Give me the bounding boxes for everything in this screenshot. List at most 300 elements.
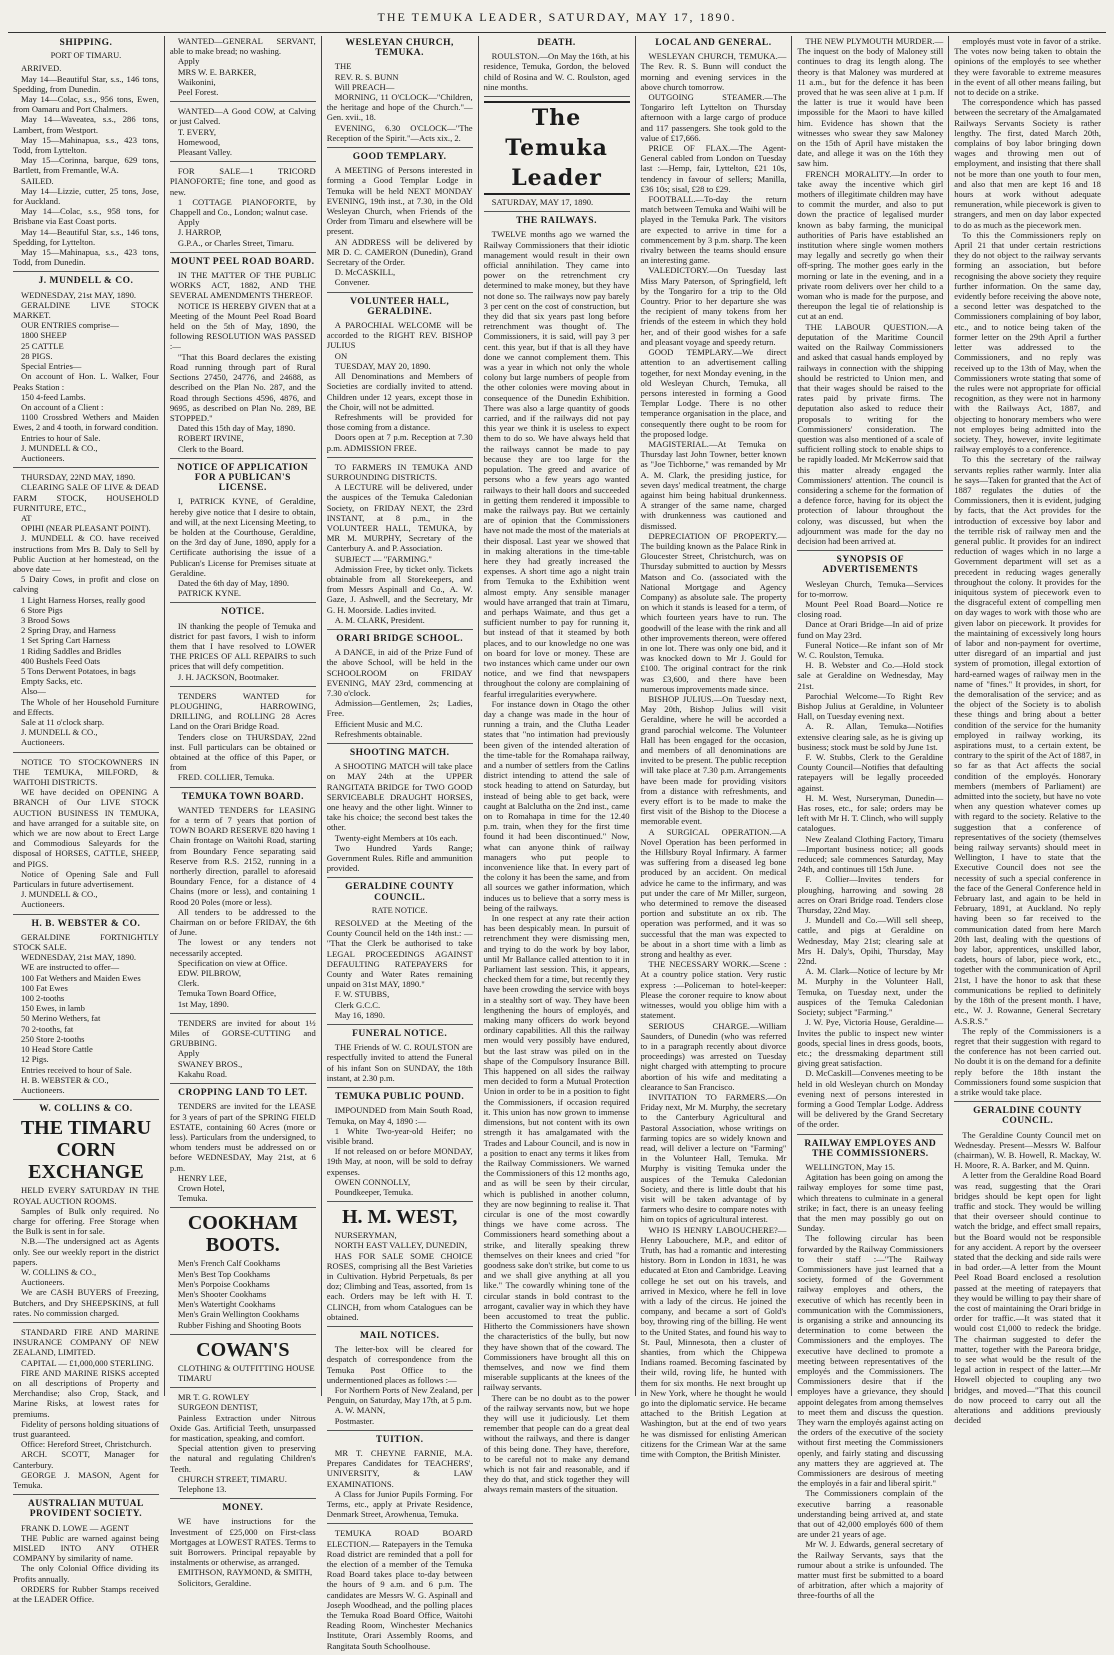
text-paragraph: GOOD TEMPLARY.—We direct attention to an advertisement calling together, for next Monday evening, in the old Wesleyan Church, Temuka, all persons interested in forming a Good Templar Lodge. There is no other temperance organisation in the place, and consequently there ought to be room for the proposed lodge.: [640, 347, 787, 439]
text-paragraph: TUESDAY, MAY 20, 1890.: [334, 360, 431, 371]
text-paragraph: H. B. Webster and Co.—Hold stock sale at Geraldine on Wednesday, May 21st.: [797, 660, 944, 691]
text-paragraph: CAPITAL — £1,000,000 STERLING.: [21, 1357, 154, 1368]
text-paragraph: Auctioneers.: [21, 899, 65, 910]
text-paragraph: D. McCASKILL,: [334, 267, 396, 278]
article-block: [954, 1106, 1101, 1429]
text-paragraph: Refreshments will be provided for those coming from a distance.: [326, 411, 473, 433]
text-paragraph: The only Colonial Office dividing its Profits annually.: [13, 1563, 159, 1584]
text-paragraph: 400 Bushels Feed Oats: [21, 655, 101, 666]
text-paragraph: Auctioneers.: [21, 1277, 65, 1288]
text-paragraph: H. M. West, Nurseryman, Dunedin—Has roses, etc., for sale; orders may be left with Mr H. T. Clinch, who will supply catalogues.: [797, 792, 944, 834]
text-paragraph: Apply: [177, 217, 200, 228]
text-paragraph: 100 Fat Wethers and Maiden Ewes: [21, 972, 141, 983]
article-heading: TUITION.: [375, 1434, 424, 1445]
text-paragraph: WANTED TENDERS for LEASING for a term of 7 years that portion of TOWN BOARD RESERVE 820 having 1 Chain frontage on Waitohi Road, starting from Boundary Fence separating said Reserve from R.S. 2152, running in a northerly direction, parallel to aforesaid Boundary Fence, for a distance of 4 Chains (more or less), and containing 1 Rood 20 Poles (more or less).: [169, 804, 316, 907]
article-block: [13, 1499, 159, 1608]
article-block: [797, 1139, 943, 1605]
article-block: [170, 607, 316, 686]
text-paragraph: CLOTHING & OUTFITTING HOUSE: [177, 1362, 315, 1373]
text-paragraph: Temuka.: [177, 1193, 208, 1204]
text-paragraph: Dance at Orari Bridge—In aid of prize fund on May 23rd.: [797, 619, 944, 640]
article-block: [484, 38, 630, 97]
newspaper-title: The Temuka Leader: [484, 101, 630, 195]
column-3: [322, 36, 479, 1651]
text-paragraph: SUBJECT — "FARMING.": [334, 553, 432, 564]
article-block: [327, 748, 473, 878]
article-heading: TEMUKA TOWN BOARD.: [181, 791, 305, 802]
text-paragraph: All Denominations and Members of Societies are cordially invited to attend. Children under 12 years, except those in the Choir, will not be admitted.: [326, 371, 473, 412]
article-block: [327, 1092, 473, 1202]
text-paragraph: N.B.—The undersigned act as Agents only. See our weekly report in the district papers.: [13, 1236, 159, 1267]
text-paragraph: May 16, 1890.: [334, 1009, 385, 1020]
column-6: [792, 36, 949, 1601]
article-heading: SYNOPSIS OF ADVERTISEMENTS: [822, 555, 919, 576]
text-paragraph: THE NECESSARY WORK.—Scene : At a country police station. Very rustic express :—Policeman to hotel-keeper: Please the coroner require to know about witnesses, would you oblige him with a statement.: [640, 959, 787, 1021]
text-paragraph: Tenders close on THURSDAY, 22nd inst. Full particulars can be obtained or obtained at the office of this Paper, or from: [169, 731, 316, 773]
text-paragraph: Clerk G.C.C.: [334, 999, 381, 1010]
text-paragraph: SURGEON DENTIST,: [177, 1402, 258, 1413]
text-paragraph: Will PREACH—: [334, 81, 395, 92]
text-paragraph: Specification on view at Office.: [177, 957, 288, 968]
text-paragraph: GERALDINE LIVE STOCK MARKET.: [13, 299, 159, 321]
text-paragraph: Waikonini,: [177, 76, 216, 87]
text-paragraph: On account of Hon. L. Walker, Four Peaks Station :: [13, 371, 159, 392]
text-paragraph: A. M. Clark—Notice of lecture by Mr M. Murphy in the Volunteer Hall, Temuka, on Tuesday next, under the auspices of the Temuka Caledonian Society; subject "Farming.": [797, 966, 944, 1018]
text-paragraph: TENDERS are invited for about 1½ Miles of GORSE-CUTTING and GRUBBING.: [169, 1017, 316, 1049]
text-paragraph: Efficient Music and M.C.: [334, 718, 423, 729]
text-paragraph: FIRE AND MARINE RISKS accepted on all descriptions of Property and Merchandise; also Crop, Stack, and Marine Risks, at lowest rates for premiums.: [13, 1367, 159, 1419]
text-paragraph: Crown Hotel,: [177, 1182, 225, 1193]
article-block: [327, 297, 473, 458]
article-block: [484, 101, 630, 212]
article-block: [170, 1088, 316, 1208]
text-paragraph: 2 Spring Dray, and Harness: [21, 625, 116, 636]
article-block: [797, 36, 943, 551]
article-block: [327, 1331, 473, 1431]
text-paragraph: Admission—Gentlemen, 2s; Ladies, Free.: [326, 698, 473, 719]
article-block: [170, 257, 316, 459]
text-paragraph: Special Entries—: [21, 361, 82, 372]
text-paragraph: 250 Store 2-tooths: [21, 1033, 85, 1044]
text-paragraph: MORNING, 11 O'CLOCK—"Children, the heritage and hope of the Church."—Gen. xvii., 18.: [326, 92, 473, 123]
text-paragraph: A MEETING of Persons interested in forming a Good Templar Lodge in Temuka will be held NEXT MONDAY EVENING, 19th inst., at 7.30, in the Old Wesleyan Church, when Friends of the Order from Timaru and elsewhere will be present.: [326, 165, 473, 237]
text-paragraph: STANDARD FIRE AND MARINE INSURANCE COMPANY OF NEW ZEALAND, LIMITED.: [13, 1326, 159, 1358]
article-block: [170, 1503, 316, 1592]
text-paragraph: OUR ENTRIES comprise—: [21, 320, 119, 331]
text-paragraph: SERIOUS CHARGE.—William Saunders, of Dunedin (who was referred to in a paragraph recently about divorce proceedings) was arrested on Tuesday night charged with attempting to procure abortion of his wife and meditating a clearance to San Francisco.: [640, 1020, 787, 1092]
article-block: [797, 555, 943, 1134]
article-heading: NOTICE OF APPLICATION FOR A PUBLICAN'S LICENSE.: [177, 462, 309, 494]
text-paragraph: 28 PIGS.: [21, 350, 53, 361]
text-paragraph: 100 Fat Ewes: [21, 982, 68, 993]
text-paragraph: 1100 Crossbred Wethers and Maiden Ewes, 2 and 4 tooth, in forward condition.: [13, 412, 159, 433]
text-paragraph: MAGISTERIAL.—At Temuka on Thursday last John Towner, better known as "Joe Tichborne," was remanded by Mr A. M. Clark, the presiding justice, for seven days' medical treatment, the charge against him being habitual drunkenness. A stranger of the same name, charged with drunkenness was cautioned and dismissed.: [640, 438, 787, 531]
text-paragraph: Doors open at 7 p.m. Reception at 7.30 p.m. ADMISSION FREE.: [326, 432, 473, 453]
text-paragraph: 50 Merino Wethers, fat: [21, 1013, 101, 1024]
text-paragraph: The correspondence which has passed between the secretary of the Amalgamated Railways Servants Society is rather lengthy. The first, dated March 20th, complains of boy labor bringing down wages and throwing men out of employment, and insisting that there shall not be more than one youth to four men, and also that men are kept 16 and 18 hours at work without adequate remuneration, while piecework is given to strangers, and men on day labor expected to do as much as the piecework men.: [954, 97, 1101, 230]
article-heading: CROPPING LAND TO LET.: [178, 1088, 308, 1099]
text-paragraph: May 14—Waveatea, s.s., 286 tons, Lambert, from Westport.: [13, 114, 159, 135]
text-paragraph: Mount Peel Road Board—Notice re closing road.: [797, 598, 944, 620]
text-paragraph: Clerk.: [177, 978, 200, 989]
text-paragraph: The letter-box will be cleared for despatch of correspondence from the Temuka Post Office to the undermentioned places as follows :—: [326, 1344, 473, 1385]
text-paragraph: REV. R. S. BUNN: [334, 71, 399, 82]
text-paragraph: SWANEY BROS.,: [177, 1058, 243, 1069]
article-block: [170, 792, 316, 1014]
article-block: [327, 882, 473, 1025]
display-heading: COOKHAM BOOTS.: [187, 1212, 298, 1257]
text-paragraph: IMPOUNDED from Main South Road, Temuka, on May 4, 1890 :—: [326, 1105, 473, 1126]
text-paragraph: To this the Commissioners reply on April 21 that under certain restrictions they do not object to the railway servants forming an association, but before recognising the above society they require further information. On the same day, evidently before receiving the above note, a second letter was despatched to the Commissioners complaining of boy labor, etc., and to notice being taken of the former letter on the 29th April a further letter was addressed to the Commissioners, and no reply was received up to the 13th of May, when the Commissioners wrote stating that some of the rules were not appropriate for official recognition, as they were not in harmony with the Railways Act, 1887, and objecting to honorary members who were not employes being admitted into the society. They, however, invite legitimate railway employés to a conference.: [954, 229, 1101, 455]
text-paragraph: J. W. Pye, Victoria House, Geraldine—Invites the public to inspect new winter goods, special lines in dress goods, boots, etc.; the dressmaking department still giving great satisfaction.: [797, 1017, 944, 1069]
display-heading: COWAN'S: [196, 1338, 290, 1361]
text-paragraph: CHURCH STREET, TIMARU.: [177, 1473, 287, 1484]
text-paragraph: Men's Porpoise Cookhams: [177, 1278, 270, 1289]
article-heading: FUNERAL NOTICE.: [352, 1029, 448, 1040]
text-paragraph: employés must vote in favor of a strike. The votes now being taken to obtain the opinions of the employés to see whether they were favorable to extreme measures in the event of all other means failing, but not to decide on a strike.: [954, 36, 1101, 98]
text-paragraph: 1st May, 1890.: [177, 998, 229, 1009]
text-paragraph: FOR SALE—1 TRICORD PIANOFORTE; fine tone, and good as new.: [169, 166, 316, 197]
text-paragraph: WANTED—GENERAL SERVANT, able to make bread; no washing.: [169, 36, 316, 57]
text-paragraph: ARCH. SCOTT, Manager for Canterbury.: [13, 1449, 159, 1470]
text-paragraph: IN thanking the people of Temuka and district for past favors, I wish to inform them that I have resolved to LOWER THE PRICES OF ALL REPAIRS to such prices that will defy competition.: [169, 620, 316, 672]
text-paragraph: ON: [334, 350, 348, 361]
text-paragraph: For instance down in Otago the other day a change was made in the hour of running a train, and the Clutha Leader states that "no intimation had previously been given of the intended alteration of the time-table for the Romahapa railway, and a number of settlers from the Catlins district intending to attend the sale of stock heading to attend on Saturday, but instead of being able to get back, were caught at Balclutha on the 2nd inst., came on to Romahapa in time for the 12.40 p.m. train, when they for the first time found it had been discontinued." Now, what can anyone think of railway managers who put people to inconvenience like that. In every part of the colony it has been the same, and from all sources we gather information, which induces us to believe that a sorry mess is being of the railways.: [483, 698, 630, 913]
text-paragraph: 1 COTTAGE PIANOFORTE, by Chappell and Co., London; walnut case.: [169, 196, 316, 218]
article-heading: H. B. WEBSTER & CO.: [31, 918, 141, 929]
text-paragraph: Poundkeeper, Temuka.: [334, 1186, 414, 1197]
text-paragraph: Also—: [21, 686, 46, 697]
article-block: [170, 691, 316, 788]
text-paragraph: May 15—Corinna, barque, 629 tons, Bartlett, from Fremantle, W.A.: [13, 155, 159, 176]
text-paragraph: 6 Store Pigs: [21, 604, 63, 615]
text-paragraph: WHO IS HENRY LABOUCHERE?—Henry Labouchere, M.P., and editor of Truth, has had a romantic and interesting history. Born in London in 1831, he was educated at Eton and Cambridge. Leaving college he set out on his travels, and arrived in Mexico, where he fell in love with a lady of the circus. He joined the company, and became a sort of Gold's boy, throwing ring of the billing. He went to the United States, and found his way to St. Paul, Minnesota, then a cluster of shanties, from which the Chippewa Indians roamed. Becoming fascinated by their wild, roving life, he hunted with them for six months. He next brought up in New York, where he thought he would go into the diplomatic service. He became attached to the British Legation at Washington, but at the end of two years he was dismissed for enlisting American citizens for the Crimean War at the same time with Compton, the British Minister.: [640, 1224, 787, 1460]
text-paragraph: ROULSTON.—On May the 16th, at his residence, Temuka, Gordon, the beloved child of Rosina and W. C. Roulston, aged nine months.: [483, 51, 630, 92]
text-paragraph: PRICE OF FLAX.—The Agent-General cabled from London on Tuesday last :—Hemp, fair, Lyttelton, £21 10s, tendency in favour of sellers; Manilla, £36 10s; sisal, £28 to £29.: [640, 143, 787, 194]
text-paragraph: 5 Tons Derwent Potatoes, in bags: [21, 665, 136, 676]
text-paragraph: EDW. PILBROW,: [177, 968, 241, 979]
text-paragraph: J. HARROP,: [177, 227, 222, 238]
text-paragraph: Empty Sacks, etc.: [21, 676, 83, 687]
text-paragraph: THURSDAY, 22ND MAY, 1890.: [21, 472, 136, 483]
text-paragraph: TENDERS WANTED for PLOUGHING, HARROWING, DRILLING, and ROLLING 28 Acres Land on the Orari Bridge Road.: [169, 690, 316, 732]
text-paragraph: THE Public are warned against being MISLED INTO ANY OTHER COMPANY by similarity of name.: [13, 1532, 159, 1564]
text-paragraph: WEDNESDAY, 21st MAY, 1890.: [21, 289, 137, 300]
text-paragraph: Telephone 13.: [177, 1483, 227, 1494]
text-paragraph: WANTED—A Good COW, at Calving or just Calved.: [169, 106, 316, 127]
text-paragraph: Fidelity of persons holding situations of trust guaranteed.: [13, 1418, 159, 1439]
article-heading: NOTICE.: [221, 607, 265, 618]
text-paragraph: TIMARU: [177, 1372, 212, 1383]
text-paragraph: MR T. G. ROWLEY: [177, 1392, 250, 1403]
text-paragraph: A Class for Junior Pupils Forming. For Terms, etc., apply at Private Residence, Denmark Street, Arowhenua, Temuka.: [326, 1488, 473, 1520]
text-paragraph: THE: [334, 61, 352, 72]
text-paragraph: J. MUNDELL & CO.,: [21, 889, 98, 900]
text-paragraph: Painless Extraction under Nitrous Oxide Gas. Artificial Teeth, unsurpassed for mastication, speaking, and comfort.: [169, 1412, 316, 1443]
text-paragraph: WELLINGTON, May 15.: [805, 1161, 895, 1172]
text-paragraph: Samples of Bulk only required. No charge for offering. Free Storage when the Bulk is sent in for sale.: [13, 1205, 159, 1237]
text-paragraph: MRS W. E. BARKER,: [177, 66, 257, 77]
text-paragraph: CLEARING SALE OF LIVE & DEAD FARM STOCK, HOUSEHOLD FURNITURE, ETC.,: [13, 482, 159, 513]
text-paragraph: 1 Set Spring Cart Harness: [21, 635, 111, 646]
article-heading: W. COLLINS & CO.: [39, 1104, 133, 1115]
text-paragraph: H. B. WEBSTER & CO.,: [21, 1074, 109, 1085]
masthead-rule: [8, 32, 1106, 33]
text-paragraph: Peel Forest.: [177, 87, 219, 98]
article-heading: DEATH.: [537, 38, 576, 48]
article-block: [13, 757, 159, 915]
article-block: [954, 36, 1101, 1102]
text-paragraph: Admission Free, by ticket only. Tickets obtainable from all Storekeepers, and from Messrs Aspinall and Co., A. W. Gaze, J. Ashwell, and the Secretary, Mr G. H. Moorside. Ladies invited.: [326, 563, 473, 615]
text-paragraph: TWELVE months ago we warned the Railway Commissioners that their idiotic management would result in their own official annihilation. They came into power on the retrenchment cry determined to make money, but they have not done so. The railways now pay barely 3 per cent on the cost of construction, but they did that six years past long before retrenchment was thought of. The Commissioners, it is said, will pay 3 per cent. this year, but if that is all they have done we cannot complement them. This was a year in which not only the whole colony but large numbers of people from the other colonies were moving about in consequence of the Dunedin Exhibition. There was also a large quantity of goods carried, and if the railways did not pay this year we think it is useless to expect them to do so. We have always held that the railways cannot be made to pay because they are too large for the population. The greed and avarice of persons who a few years ago wanted railways to their hall doors and succeeded in getting them rendered it impossible to make the railways pay. But we certainly are of opinion that the Commissioners have not made the most of the materials at their disposal. Last year we showed that in making alterations in the time-table here they had greatly increased the expenses. A short time ago a night train from Temuka to the Exhibition went almost empty. Any sensible manager would have arranged that train at Timaru, and perhaps Waimate, and thus get a sufficient number to pay for running it, but instead of that it steamed by both places, and to our knowledge no one was on board for love or money. These are two instances which came under our own notice, and we find that newspapers throughout the colony are complaining of fearful irregularities everywhere.: [483, 229, 630, 699]
text-paragraph: Special attention given to preserving the natural and regulating Children's Teeth.: [169, 1443, 316, 1474]
text-paragraph: WE have instructions for the Investment of £25,000 on First-class Mortgages at LOWEST RATES. Terms to suit Borrowers. Principal repayable by instalments or otherwise, as arranged.: [169, 1516, 316, 1568]
article-subheading: RATE NOTICE.: [371, 905, 428, 915]
text-paragraph: On account of a Client :: [21, 401, 104, 412]
text-paragraph: Two Hundred Yards Range; Government Rules. Rifle and ammunition provided.: [326, 842, 473, 874]
text-paragraph: All tenders to be addressed to the Chairman on or before FRIDAY, the 6th of June.: [169, 906, 316, 938]
text-paragraph: Men's Grain Wellington Cookhams: [177, 1309, 300, 1320]
text-paragraph: "That this Board declares the existing Road running through part of Rural Sections 27450, 24776, and 24688, as described on the Plan No. 287, and the Road through Sections 4596, 4876, and 9695, as described on Plan No. 289, BE STOPPED.": [169, 351, 316, 423]
article-heading: THE RAILWAYS.: [516, 216, 597, 227]
article-block: [170, 106, 316, 162]
text-paragraph: Twenty-eight Members at 10s each.: [334, 832, 458, 843]
article-block: [327, 152, 473, 293]
text-paragraph: A. R. Allan, Temuka—Notifies extensive clearing sale, as he is giving up business; stock must be sold by June 1st.: [797, 721, 944, 752]
article-block: [170, 1392, 316, 1499]
text-paragraph: Wesleyan Church, Temuka—Services for to-morrow.: [797, 578, 944, 599]
text-paragraph: The reply of the Commissioners is a regret that their suggestion with regard to the conference has not been carried out. No doubt it is on the demand for a definite reply before the 18th instant the Commissioners found some suspicion that a strike would take place.: [954, 1025, 1101, 1097]
article-block: [327, 1206, 473, 1327]
text-paragraph: FOOTBALL.—To-day the return match between Temuka and Waihi will be played in the Temuka Park. The visitors are expected to arrive in time for a commencement by 3 p.m. sharp. The keen rivalry between the teams should ensure an interesting game.: [640, 194, 787, 266]
article-block: [13, 472, 159, 752]
column-1: [8, 36, 165, 1605]
text-paragraph: ARRIVED.: [21, 63, 62, 74]
text-paragraph: The Commissioners complain of the executive barring a reasonable understanding being arrived at, and state that out of 42,000 employés 600 of them are under 21 years of age.: [797, 1488, 944, 1540]
article-heading: VOLUNTEER HALL, GERALDINE.: [350, 296, 450, 317]
text-paragraph: TENDERS are invited for the LEASE for 3 years of part of the SPRING FIELD ESTATE, containing 60 Acres (more or less). Particulars from the undersigned, to whom tenders must be addressed on or before WEDNESDAY, May 21st, at 6 p.m.: [169, 1101, 316, 1173]
text-paragraph: 150 4-feed Lambs.: [21, 391, 86, 402]
text-paragraph: Auctioneers.: [21, 452, 65, 463]
text-paragraph: J. MUNDELL & CO.,: [21, 727, 98, 738]
text-paragraph: 100 2-tooths: [21, 993, 65, 1004]
text-paragraph: The Whole of her Household Furniture and Effects.: [13, 696, 159, 717]
text-paragraph: J. MUNDELL & CO. have received instructions from Mrs B. Daly to Sell by Public Auction at her homestead, on the above date —: [13, 533, 159, 574]
text-paragraph: GERALDINE FORTNIGHTLY STOCK SALE.: [13, 931, 159, 953]
text-paragraph: OPIHI (NEAR PLEASANT POINT).: [21, 523, 151, 534]
text-paragraph: Men's Shooter Cookhams: [177, 1288, 267, 1299]
text-paragraph: May 14—Colac, s.s., 956 tons, Ewen, from Oamaru and Port Chalmers.: [13, 94, 159, 115]
text-paragraph: Entries received to hour of Sale.: [21, 1064, 132, 1075]
article-heading: J. MUNDELL & CO.: [38, 276, 134, 287]
text-paragraph: The lowest or any tenders not necessarily accepted.: [169, 937, 316, 958]
text-paragraph: 1 White Two-year-old Heifer; no visible brand.: [326, 1125, 473, 1146]
text-paragraph: Sale at 11 o'clock sharp.: [21, 717, 105, 727]
text-paragraph: To this the secretary of the railway servants replies rather warmly. Inter alia he says—Taken for granted that the Act of 1887 regulates the duties of the Commissioners, then it is evident, judging by facts, that the Act provides for the introduction of excessive boy labor and the terrible risk of railway men and the general public. It provides for an indirect reduction of wages which in no large a Government department will set as a precedent in reducing wages generally throughout the colony. It provides for the iniquitous system of piecework even to the disgraceful extent of compelling men on day wages to work with those who are given labor on piecework. It provides for the maintaining of excessively long hours of labor and non-payment for overtime, utter disregard of an impartial and just system of promotion, illegal extortion of hard-earned wages of railway men in the name of "fines." It provides, in short, for the demoralisation of the service; and as the object of the Society is to abolish these things and bring about a better condition of the service for the humanity employed in railway working, its aspirations must, to a certain extent, be contrary to the spirit of the Act of 1887, in so far as that Act affects the social condition of the employés. Honorary members (members of Parliament) are admitted into the society, but have no vote when any question whatever comes up with regard to the society. Relative to the suggestion that a conference of representatives of the society (themselves being railway servants) should meet in Wellington, I have to state that the Executive Council does not see the necessity of such a special conference in the face of the General Conference held in February last, and again to be held in February, 1891, at Auckland. No reply having been so far received to the communication dated from here March 20th last, dealing with the questions of boy labor, apprentices, unskilled labor, cadets, hours of labor, piece work, etc., together with the communication of April 21st, I have the honor to ask that these communications be replied to definitely by the 18th of the present month. I have, etc., W. J. Rowanne, General Secretary A.S.R.S.": [954, 454, 1101, 1026]
text-paragraph: Solicitors, Geraldine.: [177, 1577, 252, 1588]
text-paragraph: Mr W. J. Edwards, general secretary of the Railway Servants, says that the rumour about a strike is unfounded. The matter must first be submitted to a board of arbitration, after which a majority of three-fourths of all the: [797, 1539, 944, 1601]
text-paragraph: May 15—Mahinapua, s.s., 423 tons, Todd, from Lyttelton.: [13, 134, 159, 156]
text-paragraph: TEMUKA ROAD BOARD ELECTION.— Ratepayers in the Temuka Road district are reminded that a poll for the election of a member of the Temuka Road Board takes place to-day between the hours of 9 a.m. and 6 p.m. The candidates are Messrs W. G. Aspinall and Joseph Woodhead, and the polling places the Temuka Road Board Office, Waitohi Reading Room, Winchester Mechanics Institute, Orari Assembly Rooms, and Rangitata South Schoolhouse.: [326, 1528, 473, 1651]
article-subheading: PORT OF TIMARU.: [50, 51, 122, 61]
article-heading: MAIL NOTICES.: [360, 1330, 440, 1341]
text-paragraph: 150 Ewes, in lamb: [21, 1003, 85, 1014]
article-block: [170, 1018, 316, 1084]
text-paragraph: THE Friends of W. C. ROULSTON are respectfully invited to attend the Funeral of his infant Son on SUNDAY, the 18th instant, at 2.30 p.m.: [326, 1042, 473, 1083]
column-7: [949, 36, 1106, 1426]
text-paragraph: THE LABOUR QUESTION.—A deputation of the Maritime Council waited on the Railway Commissioners and asked that casual hands employed by railways in connection with the shipping should be restricted to Union men, and that their wages should be raised to the rates paid by private firms. The deputation also asked to reduce their proposals to writing for the Commissioners' consideration. The question was also mentioned of a scale of sufficient rolling stock to enable ships to be rapidly loaded. Mr McKerrow said that this matter already engaged the Commissioners' attention. The council is considering a scheme for the formation of a defence force, having for its object the protection of labour throughout the colony, was discussed, but when the adjournment was made for the day no decision had been arrived at.: [797, 321, 944, 546]
text-paragraph: 3 Brood Sows: [21, 614, 70, 625]
text-paragraph: GEORGE J. MASON, Agent for Temuka.: [13, 1469, 159, 1490]
text-paragraph: HELD EVERY SATURDAY IN THE ROYAL AUCTION ROOMS.: [13, 1185, 159, 1206]
text-paragraph: Funeral Notice—Re infant son of Mr W. C. Roulston, Temuka.: [797, 639, 944, 660]
text-paragraph: D. McCaskill—Convenes meeting to be held in old Wesleyan church on Monday evening next of persons interested in forming a Good Templar Lodge. Address will be delivered by the Grand Secretary of the order.: [797, 1068, 944, 1130]
text-paragraph: WEDNESDAY, 21st MAY, 1890.: [21, 952, 137, 963]
display-heading: THE TIMARU CORN EXCHANGE: [20, 1117, 152, 1184]
article-block: [170, 1339, 316, 1388]
article-block: [13, 276, 159, 468]
article-block: [327, 462, 473, 630]
text-paragraph: DEPRECIATION OF PROPERTY.—The building known as the Palace Rink in Gloucester Street, Christchurch, was on Thursday submitted to auction by Messrs Matson and Co. (associated with the National Mortgage and Agency Company) as absolute sale. The property on which it stands is leased for a term, of which fourteen years have to run. The goodwill of the lease with the rink and all other improvements thereon, were offered in one lot. There was only one bid, and it was knocked down to Mr J. Gould for £100. The original contract for the rink was £3,600, and there have been numerous improvements made since.: [640, 530, 787, 694]
text-paragraph: Pleasant Valley.: [177, 147, 233, 158]
text-paragraph: 70 2-tooths, fat: [21, 1023, 74, 1034]
text-paragraph: If not released on or before MONDAY, 19th May, at noon, will be sold to defray expenses.: [326, 1146, 473, 1177]
text-paragraph: NORTH EAST VALLEY, DUNEDIN,: [334, 1240, 468, 1251]
text-paragraph: 12 Pigs.: [21, 1054, 49, 1065]
text-paragraph: RESOLVED at the Meeting of the County Council held on the 14th inst.: — "That the Clerk be authorised to take LEGAL PROCEEDINGS AGAINST DEFAULTING RATEPAYERS for County and Water Rates remaining unpaid on 31st MAY, 1890.": [326, 918, 473, 990]
text-paragraph: 1 Riding Saddles and Bridles: [21, 645, 122, 656]
text-paragraph: HAS FOR SALE SOME CHOICE ROSES, comprising all the Best Varieties in Cultivation. Hybrid Perpetuals, 8s per doz; Climbing and Teas, assorted, from 1s each. Orders may be left with H. T. CLINCH, from whom Catalogues can be obtained.: [326, 1250, 473, 1322]
text-paragraph: IN THE MATTER OF THE PUBLIC WORKS ACT, 1882, AND THE SEVERAL AMENDMENTS THEREOF.: [169, 270, 316, 301]
text-paragraph: J. MUNDELL & CO.,: [21, 442, 98, 453]
text-paragraph: PATRICK KYNE.: [177, 588, 242, 599]
columns-container: [8, 36, 1106, 1651]
article-block: [327, 38, 473, 148]
text-paragraph: J. Mundell and Co.—Will sell sheep, cattle, and pigs at Geraldine on Wednesday, May 21st; clearing sale at Mrs H. Daly's, Opihi, Thursday, May 22nd.: [797, 915, 944, 967]
text-paragraph: For Northern Ports of New Zealand, per Penguin, on Saturday, May 17th, at 5 p.m.: [326, 1384, 473, 1406]
article-block: [13, 1104, 159, 1323]
text-paragraph: W. COLLINS & CO.,: [21, 1266, 97, 1277]
text-paragraph: 1800 SHEEP: [21, 330, 67, 341]
text-paragraph: FRED. COLLIER, Temuka.: [177, 772, 275, 783]
text-paragraph: T. EVERY,: [177, 126, 216, 137]
text-paragraph: F. W. Stubbs, Clerk to the Geraldine County Council—Notifies that defaulting ratepayers will be legally proceeded against.: [797, 752, 944, 793]
article-heading: ORARI BRIDGE SCHOOL.: [336, 633, 464, 644]
article-block: [327, 634, 473, 744]
text-paragraph: 1 Light Harness Horses, really good: [21, 594, 146, 605]
text-paragraph: 5 Dairy Cows, in profit and close on calving: [13, 574, 159, 595]
text-paragraph: SATURDAY, MAY 17, 1890.: [491, 197, 594, 208]
article-heading: SHIPPING.: [59, 38, 113, 48]
text-paragraph: TO FARMERS IN TEMUKA AND SURROUNDING DISTRICTS.: [326, 461, 473, 482]
article-block: [13, 38, 159, 272]
text-paragraph: Notice of Opening Sale and Full Particulars in future advertisement.: [13, 868, 159, 890]
text-paragraph: WE are instructed to offer—: [21, 962, 120, 973]
text-paragraph: Apply: [177, 1048, 200, 1059]
article-heading: WESLEYAN CHURCH, TEMUKA.: [345, 38, 454, 59]
article-block: [641, 38, 787, 1463]
article-heading: AUSTRALIAN MUTUAL PROVIDENT SOCIETY.: [27, 1499, 144, 1520]
text-paragraph: Convener.: [334, 277, 370, 288]
text-paragraph: May 14—Lizzie, cutter, 25 tons, Jose, for Auckland.: [13, 185, 159, 207]
display-heading: H. M. WEST,: [341, 1206, 458, 1229]
article-heading: GERALDINE COUNTY COUNCIL.: [973, 1106, 1083, 1127]
text-paragraph: A DANCE, in aid of the Prize Fund of the above School, will be held in the SCHOOLROOM on FRIDAY EVENING, MAY 23rd, commencing at 7.30 o'clock.: [326, 647, 473, 698]
text-paragraph: Kakahu Road.: [177, 1068, 228, 1079]
text-paragraph: May 15—Mahinapua, s.s., 423 tons, Todd, from Dunedin.: [13, 247, 159, 268]
article-block: [170, 1212, 316, 1334]
text-paragraph: Auctioneers.: [21, 737, 65, 748]
text-paragraph: WESLEYAN CHURCH, TEMUKA.—The Rev. R. S. Bunn will conduct the morning and evening services in the above church tomorrow.: [640, 51, 787, 92]
text-paragraph: A letter from the Geraldine Road Board was read, suggesting that the Orari bridges should be kept open for light traffic and stock. They would be willing that their overseer should continue to watch the bridge, and effect small repairs, but the Board would not be responsible for any accident. A report by the overseer stated that the decking and side rails were in bad order.—A letter from the Mount Peel Road Board enclosed a resolution passed at the meeting of ratepayers that they would be willing to pay their share of the cost of maintaining the Orari bridge in order for traffic.—It was stated that it would cost £1,000 to redeck the bridge. The chairman suggested to defer the matter, together with the Pareora bridge, to see what would be the result of the legal action in respect of the latter.—Mr Howell objected to coupling any two bridges, and moved—"That this council do now proceed to carry out all the alterations and additions previously decided: [954, 1170, 1101, 1426]
text-paragraph: Postmaster.: [334, 1415, 375, 1426]
text-paragraph: Auctioneers.: [21, 1084, 65, 1095]
text-paragraph: Homewood,: [177, 136, 221, 147]
text-paragraph: NOTICE TO STOCKOWNERS IN THE TEMUKA, MILFORD, & WAITOHI DISTRICTS.: [13, 756, 159, 788]
text-paragraph: In one respect at any rate their action has been despicably mean. In pursuit of retrenchment they were dismissing men, and trying to do the work by boy labor, until Mr Ballance called attention to it in Parliament last session. This, it appears, checked them for a time, but recently they have been crowding the service with boys in a stealthy sort of way. They have been lengthening the hours of employés, and making many officers do work beyond ordinary capabilities. All this the railway men would very possibly have endured, but the last straw was piled on in the shape of the Compulsory Insurance Bill. This happened on all sides the railway men decided to form a Mutual Protection Union in order to be in a position to fight the Commissioners, if occasion required it. This union has now grown to immense dimensions, but not content with its own strength it has amalgamated with the Trades and Labour Council, and is now in a position to enact any terms it likes from the Railway Commissioners. We warned the Commissioners of this 12 months ago, and as will be seen by their circular, which is published in another column, they are now beginning to realise it. That circular is one of the most cowardly things we have come across. The Commissioners heard something about a strike, and literally speaking threw themselves on their knees and cried "for goodness sake don't strike, but come to us and we shall give anything at all you like." The cowardly whining tone of the circular stands in bold contrast to the arrogant, cavalier way in which they have been accustomed to treat the public. Hitherto the Commissioners have shown the characteristics of the bully, but now they have shown that of the coward. The Commissioners have brought all this on themselves, and now we find them miserable supplicants at the knees of the railway servants.: [483, 913, 630, 1393]
text-paragraph: Dated the 6th day of May, 1890.: [177, 577, 290, 588]
text-paragraph: F. Collier—Invites tenders for ploughing, harrowing and sowing 28 acres on Orari Bridge road. Tenders close Thursday, 22nd May.: [797, 874, 944, 916]
article-block: [327, 1528, 473, 1654]
text-paragraph: May 14—Beautiful Star, s.s., 146 tons, Spedding, for Lyttelton.: [13, 226, 159, 247]
text-paragraph: Entries to hour of Sale.: [21, 432, 101, 443]
masthead: THE TEMUKA LEADER, SATURDAY, MAY 17, 1890.: [377, 10, 737, 24]
text-paragraph: INVITATION TO FARMERS.—On Friday next, Mr M. Murphy, the secretary to the Canterbury Agricultural and Pastoral Association, whose writings on farming topics are so widely known and read, will deliver a lecture on "Farming" in the Volunteer Hall, Temuka. Mr Murphy is visiting Temuka under the auspices of the Temuka Caledonian Society, and there is little doubt that his visit will be taken advantage of by farmers who desire to compare notes with him on topics of agricultural interest.: [640, 1091, 787, 1225]
text-paragraph: A. W. MANN,: [334, 1405, 386, 1416]
text-paragraph: Men's French Calf Cookhams: [177, 1258, 281, 1269]
text-paragraph: OUTGOING STEAMER.—The Tongariro left Lyttelton on Thursday afternoon with a large cargo of produce and 117 passengers. She took gold to the value of £17,666.: [640, 92, 787, 143]
text-paragraph: Temuka Town Board Office,: [177, 988, 277, 999]
text-paragraph: AN ADDRESS will be delivered by MR D. C. CAMERON (Dunedin), Grand Secretary of the Order.: [326, 236, 473, 268]
text-paragraph: EVENING, 6.30 O'CLOCK—"The Reception of the Spirit."—Acts xix., 2.: [326, 122, 473, 143]
article-heading: GOOD TEMPLARY.: [352, 152, 447, 163]
article-block: [13, 1327, 159, 1495]
article-block: [170, 463, 316, 604]
text-paragraph: A SURGICAL OPERATION.—A Novel Operation has been performed in the Hillsbury Royal Infirmary. A farmer was suffering from a diseased leg bone produced by an accident. On medical advice he came to the infirmary, and was put under the care of Mr Miller, surgeon, who determined to remove the diseased portion and substitute an ox rib. The operation was performed, and it was so successful that the man was expected to be about in a short time with a limb as strong and healthy as ever.: [640, 826, 787, 960]
text-paragraph: May 14—Beautiful Star, s.s., 146 tons, Spedding, from Dunedin.: [13, 73, 159, 94]
text-paragraph: Men's Best Top Cookhams: [177, 1268, 271, 1279]
text-paragraph: Dated this 15th day of May, 1890.: [177, 423, 296, 434]
article-block: [170, 166, 316, 253]
text-paragraph: SAILED.: [21, 175, 54, 186]
text-paragraph: The following circular has been forwarded by the Railway Commissioners to their staff :—"The Railway Commissioners have just learned that a society, formed of the Government railway employes and others, the executive of which has recently been in communication with the Commissioners, is organising a strike and announcing its determination to come between the Commissioners and the employes. The executive have declined to promote a meeting between representatives of the employés and the Commissioners. The Commissioners desire that if the employes have a grievance, they should appoint delegates from among themselves to meet them and discuss the question. They warn the employés against acting on the orders of the executive of the society without first meeting the Commissioners openly, and fairly stating and discussing any matters they are aggrieved at. The Commissioners are desirous of meeting the employés in a fair and liberal spirit.": [797, 1233, 944, 1489]
text-paragraph: I, PATRICK KYNE, of Geraldine, hereby give notice that I desire to obtain, and will, at the next Licensing Meeting, to be holden at the Courthouse, Geraldine, on the 3rd day of June, 1890, apply for a Certificate authorising the issue of a Publican's License for Premises situate at Geraldine.: [169, 496, 316, 578]
text-paragraph: 10 Head Store Cattle: [21, 1044, 93, 1055]
text-paragraph: Clerk to the Board.: [177, 443, 244, 454]
text-paragraph: FRENCH MORALITY.—In order to take away the incentive which girl mothers of illegitimate children may have to commit the murder, and also to put down the practice of legalised murder known as baby farming, the municipal authorities of Paris have established an institution where single women mothers may legally and secretly go when their off-spring. The mother goes early in the morning or late in the evening, and in a private room delivers over her child to a woman who is made for the purpose, and thereupon the legal tie of relationship is cut at an end.: [797, 168, 944, 322]
text-paragraph: May 14—Colac, s.s., 958 tons, for Brisbane via East Coast ports.: [13, 206, 159, 227]
article-heading: LOCAL AND GENERAL.: [655, 38, 772, 48]
article-block: [484, 216, 630, 1498]
text-paragraph: FRANK D. LOWE — AGENT: [21, 1522, 130, 1533]
text-paragraph: EMITHSON, RAYMOND, & SMITH,: [177, 1567, 313, 1578]
text-paragraph: J. H. JACKSON, Bootmaker.: [177, 671, 279, 682]
text-paragraph: Parochial Welcome—To Right Rev Bishop Julius at Geraldine, in Volunteer Hall, on Tuesday evening next.: [797, 690, 944, 722]
text-paragraph: 25 CATTLE: [21, 340, 64, 351]
text-paragraph: Refreshments obtainable.: [334, 728, 423, 739]
article-heading: TEMUKA PUBLIC POUND.: [335, 1092, 465, 1103]
text-paragraph: A. M. CLARK, President.: [334, 614, 425, 625]
article-heading: SHOOTING MATCH.: [349, 748, 450, 758]
article-heading: GERALDINE COUNTY COUNCIL.: [345, 882, 455, 903]
text-paragraph: ROBERT IRVINE,: [177, 433, 244, 444]
text-paragraph: Apply: [177, 56, 200, 67]
article-heading: MOUNT PEEL ROAD BOARD.: [171, 256, 315, 267]
text-paragraph: AT: [21, 512, 32, 523]
article-block: [327, 1029, 473, 1088]
text-paragraph: G.P.A., or Charles Street, Timaru.: [177, 237, 294, 248]
article-heading: MONEY.: [222, 1503, 264, 1514]
